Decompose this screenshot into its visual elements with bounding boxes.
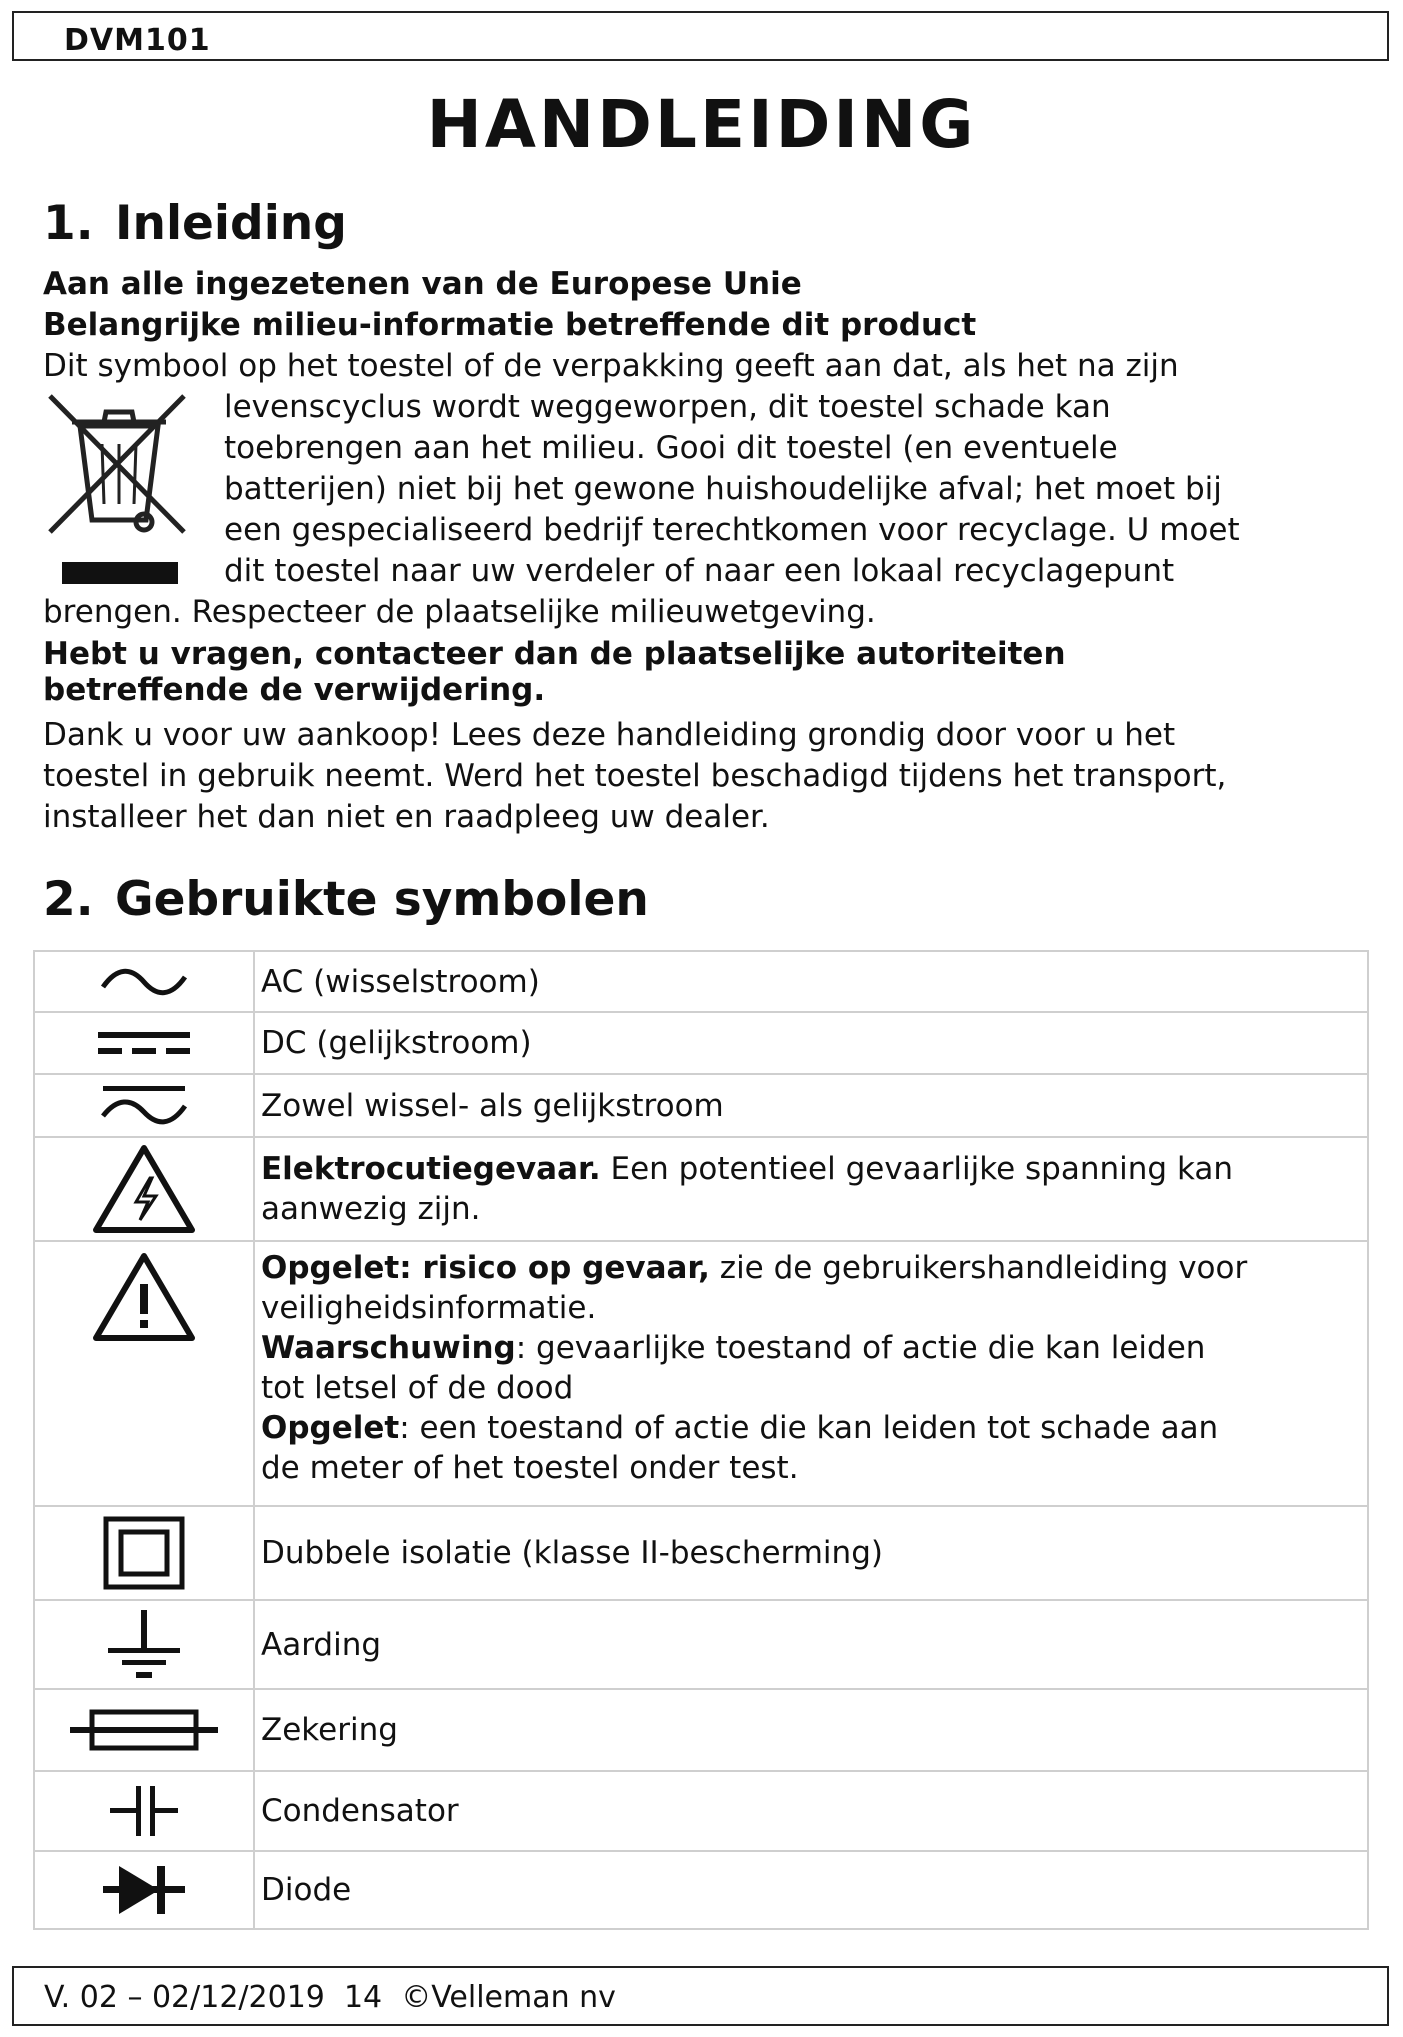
caution-description xyxy=(254,1241,1368,1506)
capacitor-icon xyxy=(108,1782,180,1840)
table-row xyxy=(34,1600,1368,1689)
electrocution-description xyxy=(254,1137,1368,1241)
electrocution-warning-icon xyxy=(92,1144,196,1234)
body-line-4: batterijen) niet bij het gewone huishoudelijke afval; het moet bij xyxy=(224,471,1222,507)
caution-text-1b: veiligheidsinformatie. xyxy=(261,1290,597,1326)
thanks-line-3: installeer het dan niet en raadpleeg uw dealer. xyxy=(43,799,770,835)
diode-icon xyxy=(101,1862,187,1918)
warning-text-b: tot letsel of de dood xyxy=(261,1370,574,1406)
icon-cell xyxy=(34,1074,254,1137)
environment-info-line: Belangrijke milieu-informatie betreffende dit product xyxy=(43,307,977,343)
questions-line-1: Hebt u vragen, contacteer dan de plaatselijke autoriteiten xyxy=(43,636,1066,672)
caution-text-1: zie de gebruikershandleiding voor xyxy=(709,1250,1248,1286)
symbol-description: Zekering xyxy=(254,1689,1368,1771)
body-line-7: brengen. Respecteer de plaatselijke milieuwetgeving. xyxy=(43,594,876,630)
symbol-description: Dubbele isolatie (klasse II-bescherming) xyxy=(254,1506,1368,1600)
body-line-1: Dit symbool op het toestel of de verpakking geeft aan dat, als het na zijn xyxy=(43,348,1179,384)
section2-title: Gebruikte symbolen xyxy=(115,872,649,927)
dc-icon xyxy=(96,1028,192,1058)
eu-residents-line: Aan alle ingezetenen van de Europese Unie xyxy=(43,266,802,302)
double-insulation-icon xyxy=(103,1516,185,1590)
table-row xyxy=(34,1241,1368,1506)
footer-box xyxy=(12,1966,1389,2026)
attention-bold: Opgelet xyxy=(261,1410,400,1446)
electrocution-text-1: Een potentieel gevaarlijke spanning kan xyxy=(600,1151,1233,1187)
table-row xyxy=(34,1689,1368,1771)
questions-line-2: betreffende de verwijdering. xyxy=(43,672,546,708)
table-row xyxy=(34,1012,1368,1074)
body-line-3: toebrengen aan het milieu. Gooi dit toestel (en eventuele xyxy=(224,430,1118,466)
warning-text: : gevaarlijke toestand of actie die kan leiden xyxy=(515,1330,1206,1366)
icon-cell xyxy=(34,1851,254,1929)
icon-cell xyxy=(34,1771,254,1851)
symbol-description: DC (gelijkstroom) xyxy=(254,1012,1368,1074)
ground-icon xyxy=(104,1608,184,1682)
icon-cell xyxy=(34,1241,254,1506)
fuse-icon xyxy=(68,1706,220,1754)
symbol-description: Zowel wissel- als gelijkstroom xyxy=(254,1074,1368,1137)
section2-heading xyxy=(43,872,649,927)
electrocution-bold: Elektrocutiegevaar. xyxy=(261,1151,601,1187)
symbol-description: AC (wisselstroom) xyxy=(254,951,1368,1012)
electrocution-text-2: aanwezig zijn. xyxy=(261,1191,481,1227)
caution-bold-1: Opgelet: risico op gevaar, xyxy=(261,1250,710,1286)
model-name: DVM101 xyxy=(64,23,211,58)
icon-cell xyxy=(34,1600,254,1689)
section1-number: 1. xyxy=(43,196,94,251)
icon-cell xyxy=(34,1012,254,1074)
symbol-description: Condensator xyxy=(254,1771,1368,1851)
icon-cell xyxy=(34,951,254,1012)
warning-bold: Waarschuwing xyxy=(261,1330,516,1366)
section2-number: 2. xyxy=(43,872,94,927)
thanks-line-1: Dank u voor uw aankoop! Lees deze handleiding grondig door voor u het xyxy=(43,717,1176,753)
table-row xyxy=(34,1851,1368,1929)
page-title: HANDLEIDING xyxy=(426,86,977,163)
icon-cell xyxy=(34,1506,254,1600)
footer-text: V. 02 – 02/12/2019 14 ©Velleman nv xyxy=(44,1980,616,2015)
section1-heading xyxy=(43,196,347,251)
table-row xyxy=(34,1771,1368,1851)
icon-cell xyxy=(34,1137,254,1241)
ac-dc-icon xyxy=(99,1084,189,1128)
symbols-table xyxy=(33,950,1369,1930)
table-row xyxy=(34,1074,1368,1137)
section1-title: Inleiding xyxy=(115,196,347,251)
table-row xyxy=(34,1506,1368,1600)
symbol-description: Diode xyxy=(254,1851,1368,1929)
body-line-5: een gespecialiseerd bedrijf terechtkomen voor recyclage. U moet xyxy=(224,512,1240,548)
body-line-2: levenscyclus wordt weggeworpen, dit toestel schade kan xyxy=(224,389,1111,425)
icon-cell xyxy=(34,1689,254,1771)
ac-icon xyxy=(99,967,189,997)
symbol-description: Aarding xyxy=(254,1600,1368,1689)
caution-icon xyxy=(92,1252,196,1342)
attention-text-b: de meter of het toestel onder test. xyxy=(261,1450,799,1486)
table-row xyxy=(34,951,1368,1012)
attention-text: : een toestand of actie die kan leiden tot schade aan xyxy=(399,1410,1219,1446)
header-box xyxy=(12,11,1389,61)
body-line-6: dit toestel naar uw verdeler of naar een lokaal recyclagepunt xyxy=(224,553,1175,589)
thanks-line-2: toestel in gebruik neemt. Werd het toestel beschadigd tijdens het transport, xyxy=(43,758,1227,794)
weee-bin-icon xyxy=(46,392,192,592)
table-row xyxy=(34,1137,1368,1241)
